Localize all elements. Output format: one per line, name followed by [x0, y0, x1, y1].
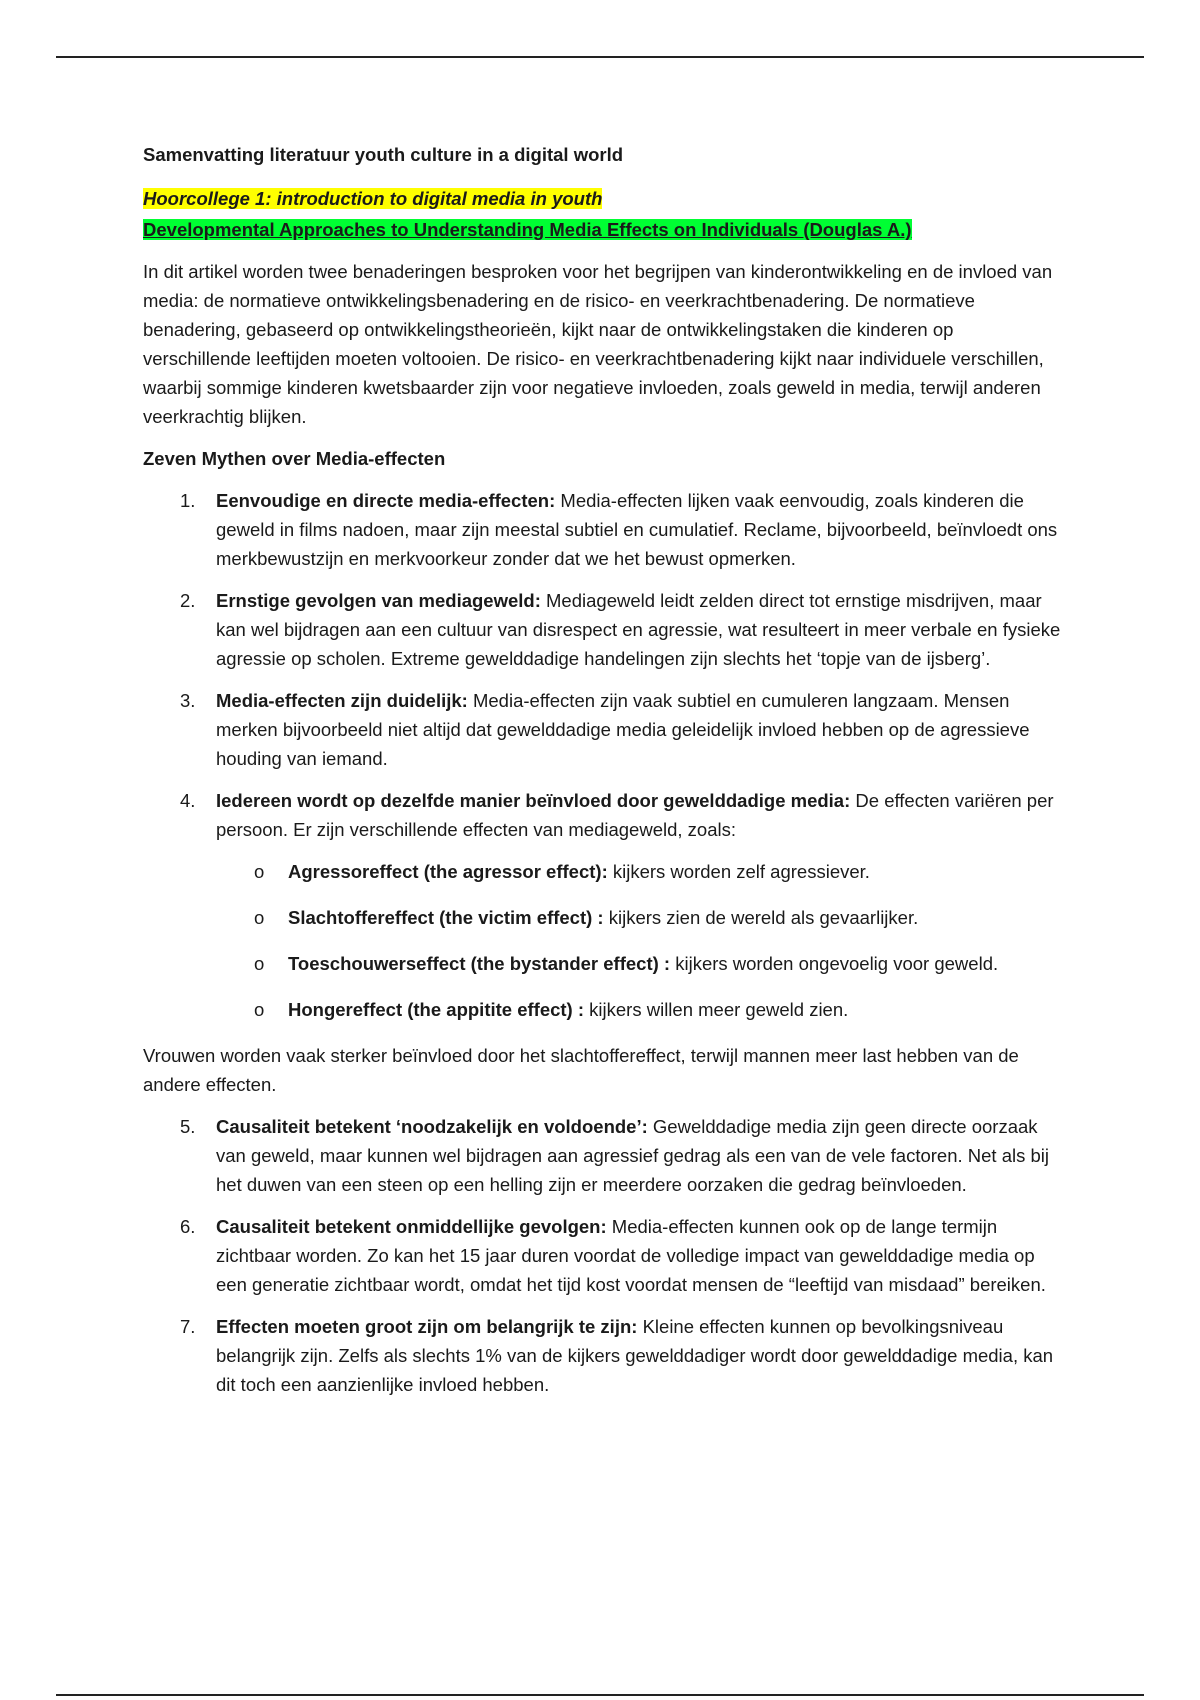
item-bold: Media-effecten zijn duidelijk: — [216, 690, 468, 711]
effect-bold: Slachtoffereffect (the victim effect) : — [288, 907, 604, 928]
item-number: 2. — [180, 590, 196, 611]
myths-list-part1 — [143, 486, 1063, 844]
effect-text: kijkers worden ongevoelig voor geweld. — [670, 953, 999, 974]
article-heading: Developmental Approaches to Understanding Media Effects on Individuals (Douglas A.) — [143, 219, 912, 240]
list-item — [143, 686, 1063, 773]
bullet: o — [254, 999, 265, 1020]
list-item — [143, 1112, 1063, 1199]
bullet: o — [254, 861, 265, 882]
lecture-heading: Hoorcollege 1: introduction to digital media in youth — [143, 188, 603, 209]
myths-heading: Zeven Mythen over Media-effecten — [143, 448, 446, 469]
footer-rule — [56, 1694, 1144, 1696]
item-text: Media-effecten kunnen ook op de lange termijn zichtbaar worden. Zo kan het 15 jaar duren voordat de volledige impact van gewelddadige media op een generatie zichtbaar wordt, omdat het tijd kost voordat mensen de “leeftijd van misdaad” bereiken. — [216, 1216, 1046, 1295]
item-bold: Eenvoudige en directe media-effecten: — [216, 490, 556, 511]
heading-block — [143, 183, 1063, 245]
effect-bold: Hongereffect (the appitite effect) : — [288, 999, 585, 1020]
item-text: Media-effecten zijn vaak subtiel en cumuleren langzaam. Mensen merken bijvoorbeeld niet altijd dat gewelddadige media geleidelijk invloed hebben op de agressieve houding van iemand. — [216, 690, 1030, 769]
list-item — [143, 486, 1063, 573]
list-item — [143, 786, 1063, 844]
item-text: Media-effecten lijken vaak eenvoudig, zoals kinderen die geweld in films nadoen, maar zijn meestal subtiel en cumulatief. Reclame, bijvoorbeeld, beïnvloedt ons merkbewustzijn en merkvoorkeur zonder dat we het bewust opmerken. — [216, 490, 1058, 569]
item-text: Kleine effecten kunnen op bevolkingsniveau belangrijk zijn. Zelfs als slechts 1% van de kijkers gewelddadiger wordt door gewelddadige media, kan dit toch een aanzienlijke invloed hebben. — [216, 1316, 1054, 1395]
document-body — [143, 140, 1063, 1412]
item-text: Mediageweld leidt zelden direct tot ernstige misdrijven, maar kan wel bijdragen aan een cultuur van disrespect en agressie, wat resulteert in meer verbale en fysieke agressie op scholen. Extreme gewelddadige handelingen zijn slechts het ‘topje van de ijsberg’. — [216, 590, 1061, 669]
effect-item — [143, 995, 1063, 1024]
item-bold: Causaliteit betekent onmiddellijke gevolgen: — [216, 1216, 607, 1237]
bullet: o — [254, 907, 265, 928]
effect-bold: Agressoreffect (the agressor effect): — [288, 861, 608, 882]
effect-item — [143, 903, 1063, 932]
gender-note: Vrouwen worden vaak sterker beïnvloed door het slachtoffereffect, terwijl mannen meer last hebben van de andere effecten. — [143, 1045, 1019, 1095]
list-item — [143, 586, 1063, 673]
document-title: Samenvatting literatuur youth culture in a digital world — [143, 144, 624, 165]
list-item — [143, 1212, 1063, 1299]
item-bold: Effecten moeten groot zijn om belangrijk te zijn: — [216, 1316, 638, 1337]
header-rule — [56, 56, 1144, 58]
item-bold: Causaliteit betekent ‘noodzakelijk en voldoende’: — [216, 1116, 648, 1137]
effects-list — [143, 857, 1063, 1024]
item-text: Gewelddadige media zijn geen directe oorzaak van geweld, maar kunnen wel bijdragen aan agressief gedrag als een van de vele factoren. Net als bij het duwen van een steen op een helling zijn er meerdere oorzaken die gedrag beïnvloeden. — [216, 1116, 1050, 1195]
effect-item — [143, 857, 1063, 886]
effect-text: kijkers worden zelf agressiever. — [607, 861, 870, 882]
bullet: o — [254, 953, 265, 974]
effect-bold: Toeschouwerseffect (the bystander effect) : — [288, 953, 671, 974]
item-number: 3. — [180, 690, 196, 711]
item-number: 1. — [180, 490, 196, 511]
item-text: De effecten variëren per persoon. Er zijn verschillende effecten van mediageweld, zoals: — [216, 790, 1054, 840]
item-bold: Ernstige gevolgen van mediageweld: — [216, 590, 541, 611]
item-number: 5. — [180, 1116, 196, 1137]
item-number: 4. — [180, 790, 196, 811]
item-number: 6. — [180, 1216, 196, 1237]
item-bold: Iedereen wordt op dezelfde manier beïnvloed door gewelddadige media: — [216, 790, 851, 811]
myths-list-part2 — [143, 1112, 1063, 1399]
list-item — [143, 1312, 1063, 1399]
effect-item — [143, 949, 1063, 978]
effect-text: kijkers willen meer geweld zien. — [584, 999, 849, 1020]
effect-text: kijkers zien de wereld als gevaarlijker. — [603, 907, 919, 928]
item-number: 7. — [180, 1316, 196, 1337]
intro-paragraph: In dit artikel worden twee benaderingen besproken voor het begrijpen van kinderontwikkeling en de invloed van media: de normatieve ontwikkelingsbenadering en de risico- en veerkrachtbenadering. De normatieve benadering, gebaseerd op ontwikkelingstheorieën, kijkt naar de ontwikkelingstaken die kinderen op verschillende leeftijden moeten voltooien. De risico- en veerkrachtbenadering kijkt naar individuele verschillen, waarbij sommige kinderen kwetsbaarder zijn voor negatieve invloeden, zoals geweld in media, terwijl anderen veerkrachtig blijken. — [143, 261, 1053, 427]
